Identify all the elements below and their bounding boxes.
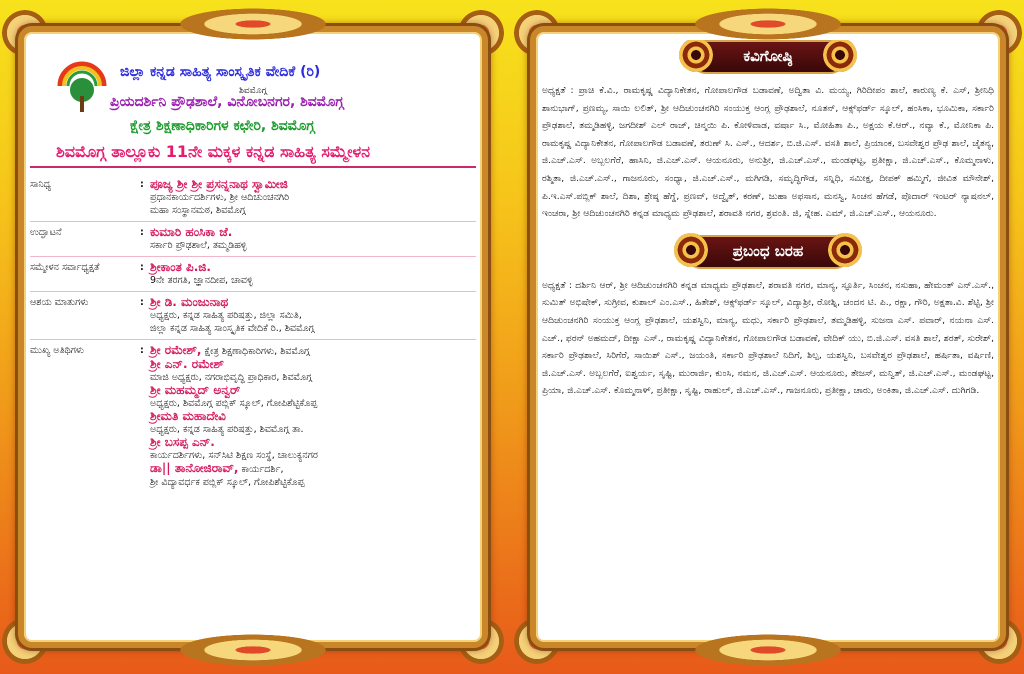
row-value: [150, 261, 476, 287]
guest-name: ಶ್ರೀಮತಿ ಮಹಾದೇವಿ: [150, 409, 226, 423]
person-detail: ಸರ್ಕಾರಿ ಪ್ರೌಢಶಾಲೆ, ತಮ್ಮಡಿಹಳ್ಳಿ: [150, 240, 247, 251]
participants-text: ಪ್ರಾಚಿ ಕೆ.ವಿ., ರಾಮಕೃಷ್ಣ ವಿದ್ಯಾನಿಕೇತನ, ಗೋಪಾಲಗೌಡ ಬಡಾವಣೆ, ಅದ್ವಿತಾ ವಿ. ಮಯ್ಯ, ಗಿರಿದೀಪಂ ಶಾಲೆ, ಕಾರುಣ್ಯ ಕೆ. ಎಸ್, ಶ್ರೀನಿಧಿ ಶಾನುಭಾಗ್, ಪ್ರಣಮ್ಯ, ಸಾಯಿ ಲಲಿತ್, ಶ್ರೀ ಆದಿಚುಂಚನಗಿರಿ ಸಂಯುಕ್ತ ಆಂಗ್ಲ ಪ್ರೌಢಶಾಲೆ, ನೂತನ್, ಆಕ್ಸ್‌ಫರ್ಡ್ ಸ್ಕೂಲ್, ಹಂಸಿಕಾ, ಭೂಮಿಕಾ, ಸರ್ಕಾರಿ ಪ್ರೌಢಶಾಲೆ, ತಮ್ಮಡಿಹಳ್ಳಿ, ಜಗದೀಶ್ ಎಲ್ ರಾಜ್, ಚಿನ್ಮಯಿ ಪಿ. ಕೋಳಿವಾಡ, ವರ್ಷಾ ಸಿ., ಮೋಹಿತಾ ಪಿ., ಅಕ್ಷಯ ಕೆ.ಆರ್., ನವ್ಯಾ ಕೆ., ಮೋನಿಕಾ ಪಿ. ರಾಮಕೃಷ್ಣ ವಿದ್ಯಾನಿಕೇತನ, ಗೋಪಾಲಗೌಡ ಬಡಾವಣೆ, ತರುಣ್ ಸಿ. ಎಸ್., ಆದರ್ಶ, ಬಿ.ಜಿ.ಎಸ್. ವಸತಿ ಶಾಲೆ, ಪ್ರಿಯಾಂಕ, ಬಸವೇಶ್ವರ ಪ್ರೌಢ ಶಾಲೆ, ಚೈತನ್ಯ, ಜಿ.ಎಚ್.ಎಸ್. ಅಬ್ಬಲಗೆರೆ, ಹಾಸಿನಿ, ಜಿ.ಎಚ್.ಎಸ್. ಆಯನೂರು, ಅನುಶ್ರೀ, ಜಿ.ಎಚ್.ಎಸ್., ಮಂಡಘಟ್ಟ, ಪ್ರತೀಕ್ಷಾ, ಜಿ.ಎಚ್.ಎಸ್., ಕೊಮ್ಮನಾಳು, ರಶ್ಮಿತಾ, ಜಿ.ಎಚ್.ಎಸ್., ಗಾಜನೂರು, ಸಂಧ್ಯಾ, ಜಿ.ಎಚ್.ಎಸ್., ಮಗಿಗಡಿ, ಸಮೃದ್ಧಿಗೌಡ, ಸನ್ನಿಧಿ, ಸಮೀಕ್ಷ, ದೀಪಕ್ ಹಮ್ಮಿಗೆ, ಜೀವಿತ ಮೌನೇಶ್, ಪಿ.ಇ.ಎಸ್.ಪಬ್ಲಿಕ್ ಶಾಲೆ, ದಿಶಾ, ಶ್ರೇಷ್ಠ ಹೆಗ್ಡೆ, ಪ್ರಣವ್, ಅದ್ವೈತ್, ಕರಣ್, ಜುಹಾ ಅಫಸಾನ, ಮನಸ್ವಿ, ಸಿಂಚನ ಹೆಗಡೆ, ಪೊದಾರ್ ಇಂಟರ್ ನ್ಯಾಷನಲ್, ಇಂಚರಾ, ಶ್ರೀ ಆದಿಚುಂಚನಗಿರಿ ಕನ್ನಡ ಮಾಧ್ಯಮ ಪ್ರೌಢಶಾಲೆ, ಶರಾವತಿ ನಗರ, ಶ್ರವಂತಿ. ಜಿ, ಸ್ನೇಹ. ಎಮ್, ಜಿ.ಎಚ್.ಎಸ್., ಆಯನೂರು.: [542, 85, 994, 220]
program-row: [30, 257, 476, 292]
mandala-icon: [823, 40, 857, 72]
person-name: ಶ್ರೀಕಾಂತ ಪಿ.ಜಿ.: [150, 260, 211, 274]
left-page: [0, 0, 506, 674]
invitation-content: [30, 36, 476, 638]
person-detail: ಜಿಲ್ಲಾ ಕನ್ನಡ ಸಾಹಿತ್ಯ ಸಾಂಸ್ಕೃತಿಕ ವೇದಿಕೆ ರಿ., ಶಿವಮೊಗ್ಗ: [150, 323, 315, 334]
guest-name: ಶ್ರೀ ರಮೇಶ್,: [150, 343, 202, 357]
program-row-guests: [30, 340, 476, 493]
section-title: ಕವಿಗೋಷ್ಠಿ: [743, 47, 793, 65]
education-office: ಕ್ಷೇತ್ರ ಶಿಕ್ಷಣಾಧಿಕಾರಿಗಳ ಕಛೇರಿ, ಶಿವಮೊಗ್ಗ: [130, 118, 315, 134]
guest-detail: ಕ್ಷೇತ್ರ ಶಿಕ್ಷಣಾಧಿಕಾರಿಗಳು, ಶಿವಮೊಗ್ಗ: [204, 346, 310, 357]
guest-detail: ಕಾರ್ಯದರ್ಶಿ,: [241, 464, 284, 475]
colon: :: [140, 227, 144, 238]
guest-detail: ಕಾರ್ಯದರ್ಶಿಗಳು, ಸನ್‌ಸಿಟಿ ಶಿಕ್ಷಣ ಸಂಸ್ಥೆ, ಚಾಲುಕ್ಯನಗರ: [150, 450, 318, 461]
section-paragraph: [542, 277, 994, 400]
colon: :: [140, 179, 144, 190]
chair-label: ಅಧ್ಯಕ್ಷತೆ :: [542, 85, 574, 96]
row-label: ಆಶಯ ಮಾತುಗಳು: [30, 297, 89, 308]
row-label: ಸಮ್ಮೇಳನ ಸರ್ವಾಧ್ಯಕ್ಷತೆ: [30, 262, 100, 273]
mandala-icon: [828, 233, 862, 267]
program-details: [542, 40, 994, 638]
row-label: ಉದ್ಘಾಟನೆ: [30, 227, 62, 238]
colon: :: [140, 345, 144, 356]
participants-text: ದರ್ಶಿನಿ ಆರ್, ಶ್ರೀ ಆದಿಚುಂಚನಗಿರಿ ಕನ್ನಡ ಮಾಧ್ಯಮ ಪ್ರೌಢಶಾಲೆ, ಶರಾವತಿ ನಗರ, ಮಾನ್ಯ, ಸ್ಫೂರ್ತಿ, ಸಿಂಚನ, ನಸುಹಾ, ಹೇಮಂತ್ ಎನ್.ಎಸ್., ಸುಮಿತ್ ಅಭಿಷೇಕ್, ಸುಗ್ರೀವ, ಕುಶಾಲ್ ಎಂ.ಎಸ್., ಹಿತೇಶ್, ಆಕ್ಸ್‌ಫರ್ಡ್ ಸ್ಕೂಲ್, ವಿದ್ಯಾಶ್ರೀ, ರೋಶ್ನಿ, ಚಂದನ ಟಿ. ಪಿ., ರಕ್ಷಾ, ಗೌರಿ, ಅಕ್ಷತಾ.ವಿ. ಶೆಟ್ಟಿ, ಶ್ರೀ ಆದಿಚುಂಚನಗಿರಿ ಸಂಯುಕ್ತ ಆಂಗ್ಲ ಪ್ರೌಢಶಾಲೆ, ಯಶಸ್ವಿನಿ, ಮಾನ್ಯ, ಮಧು, ಸರ್ಕಾರಿ ಪ್ರೌಢಶಾಲೆ, ತಮ್ಮಡಿಹಳ್ಳಿ, ಸುಜನಾ ಎಸ್. ಪವಾರ್, ನಯನಾ ಎಸ್. ಎಚ್., ಫರನ್ ಅಹಮದ್, ದೀಕ್ಷಾ ಎಸ್., ರಾಮಕೃಷ್ಣ ವಿದ್ಯಾನಿಕೇತನ, ಗೋಪಾಲಗೌಡ ಬಡಾವಣೆ, ವೇದಿಕ್ ಯು, ಬಿ.ಜಿ.ಎಸ್. ವಸತಿ ಶಾಲೆ, ಶರತ್, ಸುರೇಶ್, ಸರ್ಕಾರಿ ಪ್ರೌಢಶಾಲೆ, ಸಿರಿಗೆರೆ, ಸಾಯಿಶ್ ಎಸ್., ಜಯಂತಿ, ಸರ್ಕಾರಿ ಪ್ರೌಢಶಾಲೆ ನಿದಿಗೆ, ಶಿಲ್ಪ, ಯಶಸ್ವಿನಿ, ಬಸವೇಶ್ವರ ಪ್ರೌಢಶಾಲೆ, ಹರ್ಷಿತಾ, ವರ್ಷಿಣಿ, ಜಿ.ಎಚ್.ಎಸ್. ಅಬ್ಬಲಗೆರೆ, ಐಶ್ವರ್ಯ, ಸೃಷ್ಟಿ, ಮುರಾರ್ಜಿ, ಕುಂಸಿ, ನಮನ, ಜಿ.ಎಚ್.ಎಸ್. ಆಯನೂರು, ತೇಜಸ್, ಮನ್ವಿತ್, ಜಿ.ಎಚ್.ಎಸ್., ಮಂಡಘಟ್ಟ, ಪ್ರಿಯಾ, ಜಿ.ಎಚ್.ಎಸ್. ಕೊಮ್ಮನಾಳ್, ಪ್ರತೀಕ್ಷಾ, ಸೃಷ್ಟಿ, ರಾಹುಲ್, ಜಿ.ಎಚ್.ಎಸ್., ಗಾಜನೂರು, ಪ್ರತೀಕ್ಷಾ, ಚಾರು, ಅಂಕಿತಾ, ಜಿ.ಎಚ್.ಎಸ್. ದುಗಿಗಡಿ.: [542, 279, 994, 397]
row-label: ಮುಖ್ಯ ಅತಿಥಿಗಳು: [30, 345, 85, 356]
section-paragraph: [542, 82, 994, 223]
event-title: ಶಿವಮೊಗ್ಗ ತಾಲ್ಲೂಕು 11ನೇ ಮಕ್ಕಳ ಕನ್ನಡ ಸಾಹಿತ್ಯ ಸಮ್ಮೇಳನ: [56, 142, 371, 161]
person-detail: ಅಧ್ಯಕ್ಷರು, ಕನ್ನಡ ಸಾಹಿತ್ಯ ಪರಿಷತ್ತು, ಜಿಲ್ಲಾ ಸಮಿತಿ,: [150, 310, 302, 321]
crown-ornament-icon: [683, 6, 853, 42]
row-value: [150, 296, 476, 335]
guest-name: ಡಾ|| ತಾನೋಜಿರಾವ್,: [150, 461, 239, 475]
section-banner-poetry: [691, 40, 845, 74]
program-row: [30, 292, 476, 340]
section-banner-essay: [686, 235, 850, 269]
guest-detail: ಅಧ್ಯಕ್ಷರು, ಕನ್ನಡ ಸಾಹಿತ್ಯ ಪರಿಷತ್ತು, ಶಿವಮೊಗ್ಗ ತಾ.: [150, 424, 304, 435]
guest-detail: ಮಾಜಿ ಅಧ್ಯಕ್ಷರು, ನಗರಾಭಿವೃದ್ಧಿ ಪ್ರಾಧಿಕಾರ, ಶಿವಮೊಗ್ಗ: [150, 372, 312, 383]
divider: [30, 166, 476, 168]
person-detail: ಮಹಾ ಸಂಸ್ಥಾನಮಠ, ಶಿವಮೊಗ್ಗ: [150, 205, 246, 216]
guest-detail: ಶ್ರೀ ವಿದ್ಯಾವರ್ಧಕ ಪಬ್ಲಿಕ್ ಸ್ಕೂಲ್, ಗೋಪಿಶೆಟ್ಟಿಕೊಪ್ಪ: [150, 477, 305, 488]
person-detail: 9ನೇ ತರಗತಿ, ಜ್ಞಾನದೀಪ, ಚಾವಳ್ಳಿ: [150, 275, 253, 286]
mandala-icon: [674, 233, 708, 267]
guest-detail: ಅಧ್ಯಕ್ಷರು, ಶಿವಮೊಗ್ಗ ಪಬ್ಲಿಕ್ ಸ್ಕೂಲ್, ಗೋಪಿಶೆಟ್ಟಿಕೊಪ್ಪ: [150, 398, 318, 409]
person-name: ಶ್ರೀ ಡಿ. ಮಂಜುನಾಥ: [150, 295, 229, 309]
right-page: [512, 0, 1024, 674]
colon: :: [140, 262, 144, 273]
organization-name: ಜಿಲ್ಲಾ ಕನ್ನಡ ಸಾಹಿತ್ಯ ಸಾಂಸ್ಕೃತಿಕ ವೇದಿಕೆ (ರಿ): [120, 64, 321, 80]
header: [30, 36, 476, 161]
organization-place: ಶಿವಮೊಗ್ಗ: [239, 86, 267, 96]
row-value: [150, 226, 476, 252]
program-rows: [30, 174, 476, 493]
mandala-icon: [679, 40, 713, 72]
chair-label: ಅಧ್ಯಕ್ಷತೆ :: [542, 279, 572, 291]
row-label: ಸಾನಿಧ್ಯ: [30, 179, 52, 190]
host-school: ಪ್ರಿಯದರ್ಶಿನಿ ಪ್ರೌಢಶಾಲೆ, ವಿನೋಬನಗರ, ಶಿವಮೊಗ್ಗ: [110, 94, 344, 110]
guest-list: [150, 344, 476, 489]
colon: :: [140, 297, 144, 308]
person-name: ಕುಮಾರಿ ಹಂಸಿಕಾ ಜೆ.: [150, 225, 233, 239]
guest-name: ಶ್ರೀ ಬಸಪ್ಪ ಎನ್.: [150, 435, 215, 449]
person-name: ಪೂಜ್ಯ ಶ್ರೀ ಶ್ರೀ ಪ್ರಸನ್ನನಾಥ ಸ್ವಾಮೀಜಿ: [150, 177, 288, 191]
guest-name: ಶ್ರೀ ಎನ್. ರಮೇಶ್: [150, 357, 224, 371]
program-row: [30, 222, 476, 257]
guest-name: ಶ್ರೀ ಮಹಮ್ಮದ್ ಅನ್ವರ್: [150, 383, 241, 397]
row-value: [150, 178, 476, 217]
section-title: ಪ್ರಬಂಧ ಬರಹ: [732, 241, 804, 260]
person-detail: ಪ್ರಧಾನಕಾರ್ಯದರ್ಶಿಗಳು, ಶ್ರೀ ಆದಿಚುಂಚನಗಿರಿ: [150, 192, 290, 203]
program-row: [30, 174, 476, 222]
